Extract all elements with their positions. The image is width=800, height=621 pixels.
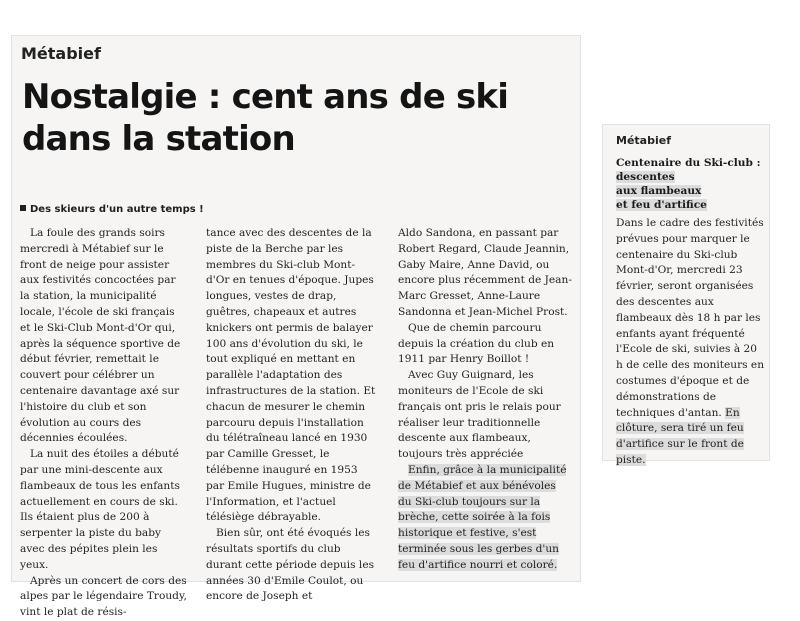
paragraph: tance avec des descentes de la piste de la Berche par les membres du Ski-club Mont-d'Or en tenues d'époque. Jupes longues, vestes de drap, guêtres, chapeaux et autres knickers ont permis de balayer 100 ans d'évolution du ski, le tout expliqué en mettant en parallèle l'adaptation des infrastructures de la station. Et chacun de mesurer le chemin parcouru depuis l'installation du télétraîneau lancé en 1930 par Camille Gresset, le télébenne inauguré en 1953 par Emile Hugues, ministre de l'Information, et l'actuel télésiège débrayable. <box>206 227 376 524</box>
paragraph: Bien sûr, ont été évoqués les résultats sportifs du club durant cette période depuis les années 30 d'Emile Coulot, ou encore de Joseph et <box>206 527 375 603</box>
paragraph: La foule des grands soirs mercredi à Métabief sur le front de neige pour assister aux festivités concoctées par la station, la municipalité locale, l'école de ski français et le Ski-Club Mont-d'Or qui, après la séquence sportive de début février, remettait le couvert pour célébrer un centenaire davantage axé sur l'histoire du club et son évolution au cours des décennies écoulées. <box>20 227 181 445</box>
paragraph: Avec Guy Guignard, les moniteurs de l'Ecole de ski français ont pris le relais pour réaliser leur traditionnelle descente aux flambeaux, toujours très appréciée <box>398 369 561 461</box>
side-title-line: descentes <box>616 171 675 183</box>
side-title-line: aux flambeaux <box>616 185 702 197</box>
show-through-text <box>360 50 364 64</box>
side-article-body <box>616 216 766 469</box>
side-article-title <box>616 156 766 212</box>
side-article-location: Métabief <box>616 134 671 147</box>
paragraph: Aldo Sandona, en passant par Robert Regard, Claude Jeannin, Gaby Maire, Anne David, ou encore plus récemment de Jean-Marc Gresset, Anne-Laure Sandonna et Jean-Michel Prost. <box>398 227 572 318</box>
paragraph: Que de chemin parcouru depuis la création du club en 1911 par Henry Boillot ! <box>398 321 555 366</box>
paragraph: Après un concert de cors des alpes par le légendaire Troudy, vint le plat de résis- <box>20 574 187 619</box>
square-bullet-icon <box>20 205 26 211</box>
side-body-highlighted: En clôture, sera tiré un feu d'artifice sur le front de piste. <box>616 406 744 466</box>
side-title-line: et feu d'artifice <box>616 199 707 211</box>
article-column-1 <box>20 226 188 621</box>
side-body-text: Dans le cadre des festivités prévues pour marquer le centenaire du Ski-club Mont-d'Or, mercredi 23 février, seront organisées des descentes aux flambeaux dès 18 h par les enfants ayant fréquenté l'Ecole de ski, suivies à 20 h de celle des moniteurs en costumes d'époque et de démonstrations de techniques d'antan. <box>616 217 765 419</box>
article-subheading <box>20 204 204 215</box>
paragraph: La nuit des étoiles a débuté par une mini-descente aux flambeaux de tous les enfants actuellement en cours de ski. Ils étaient plus de 200 à serpenter la piste du baby avec des pépites plein les yeux. <box>20 448 180 571</box>
side-title-line: Centenaire du Ski-club : <box>616 157 761 169</box>
article-headline: Nostalgie : cent ans de ski dans la station <box>22 77 509 159</box>
article-column-2 <box>206 226 378 605</box>
article-column-3 <box>398 226 572 574</box>
highlighted-text: Enfin, grâce à la municipalité de Métabief et aux bénévoles du Ski-club toujours sur la brèche, cette soirée à la fois historique et festive, s'est terminée sous les gerbes d'un feu d'artifice nourri et coloré. <box>398 463 567 571</box>
paragraph-highlighted <box>398 463 572 574</box>
subheading-text: Des skieurs d'un autre temps ! <box>30 204 204 215</box>
article-location: Métabief <box>21 44 101 63</box>
